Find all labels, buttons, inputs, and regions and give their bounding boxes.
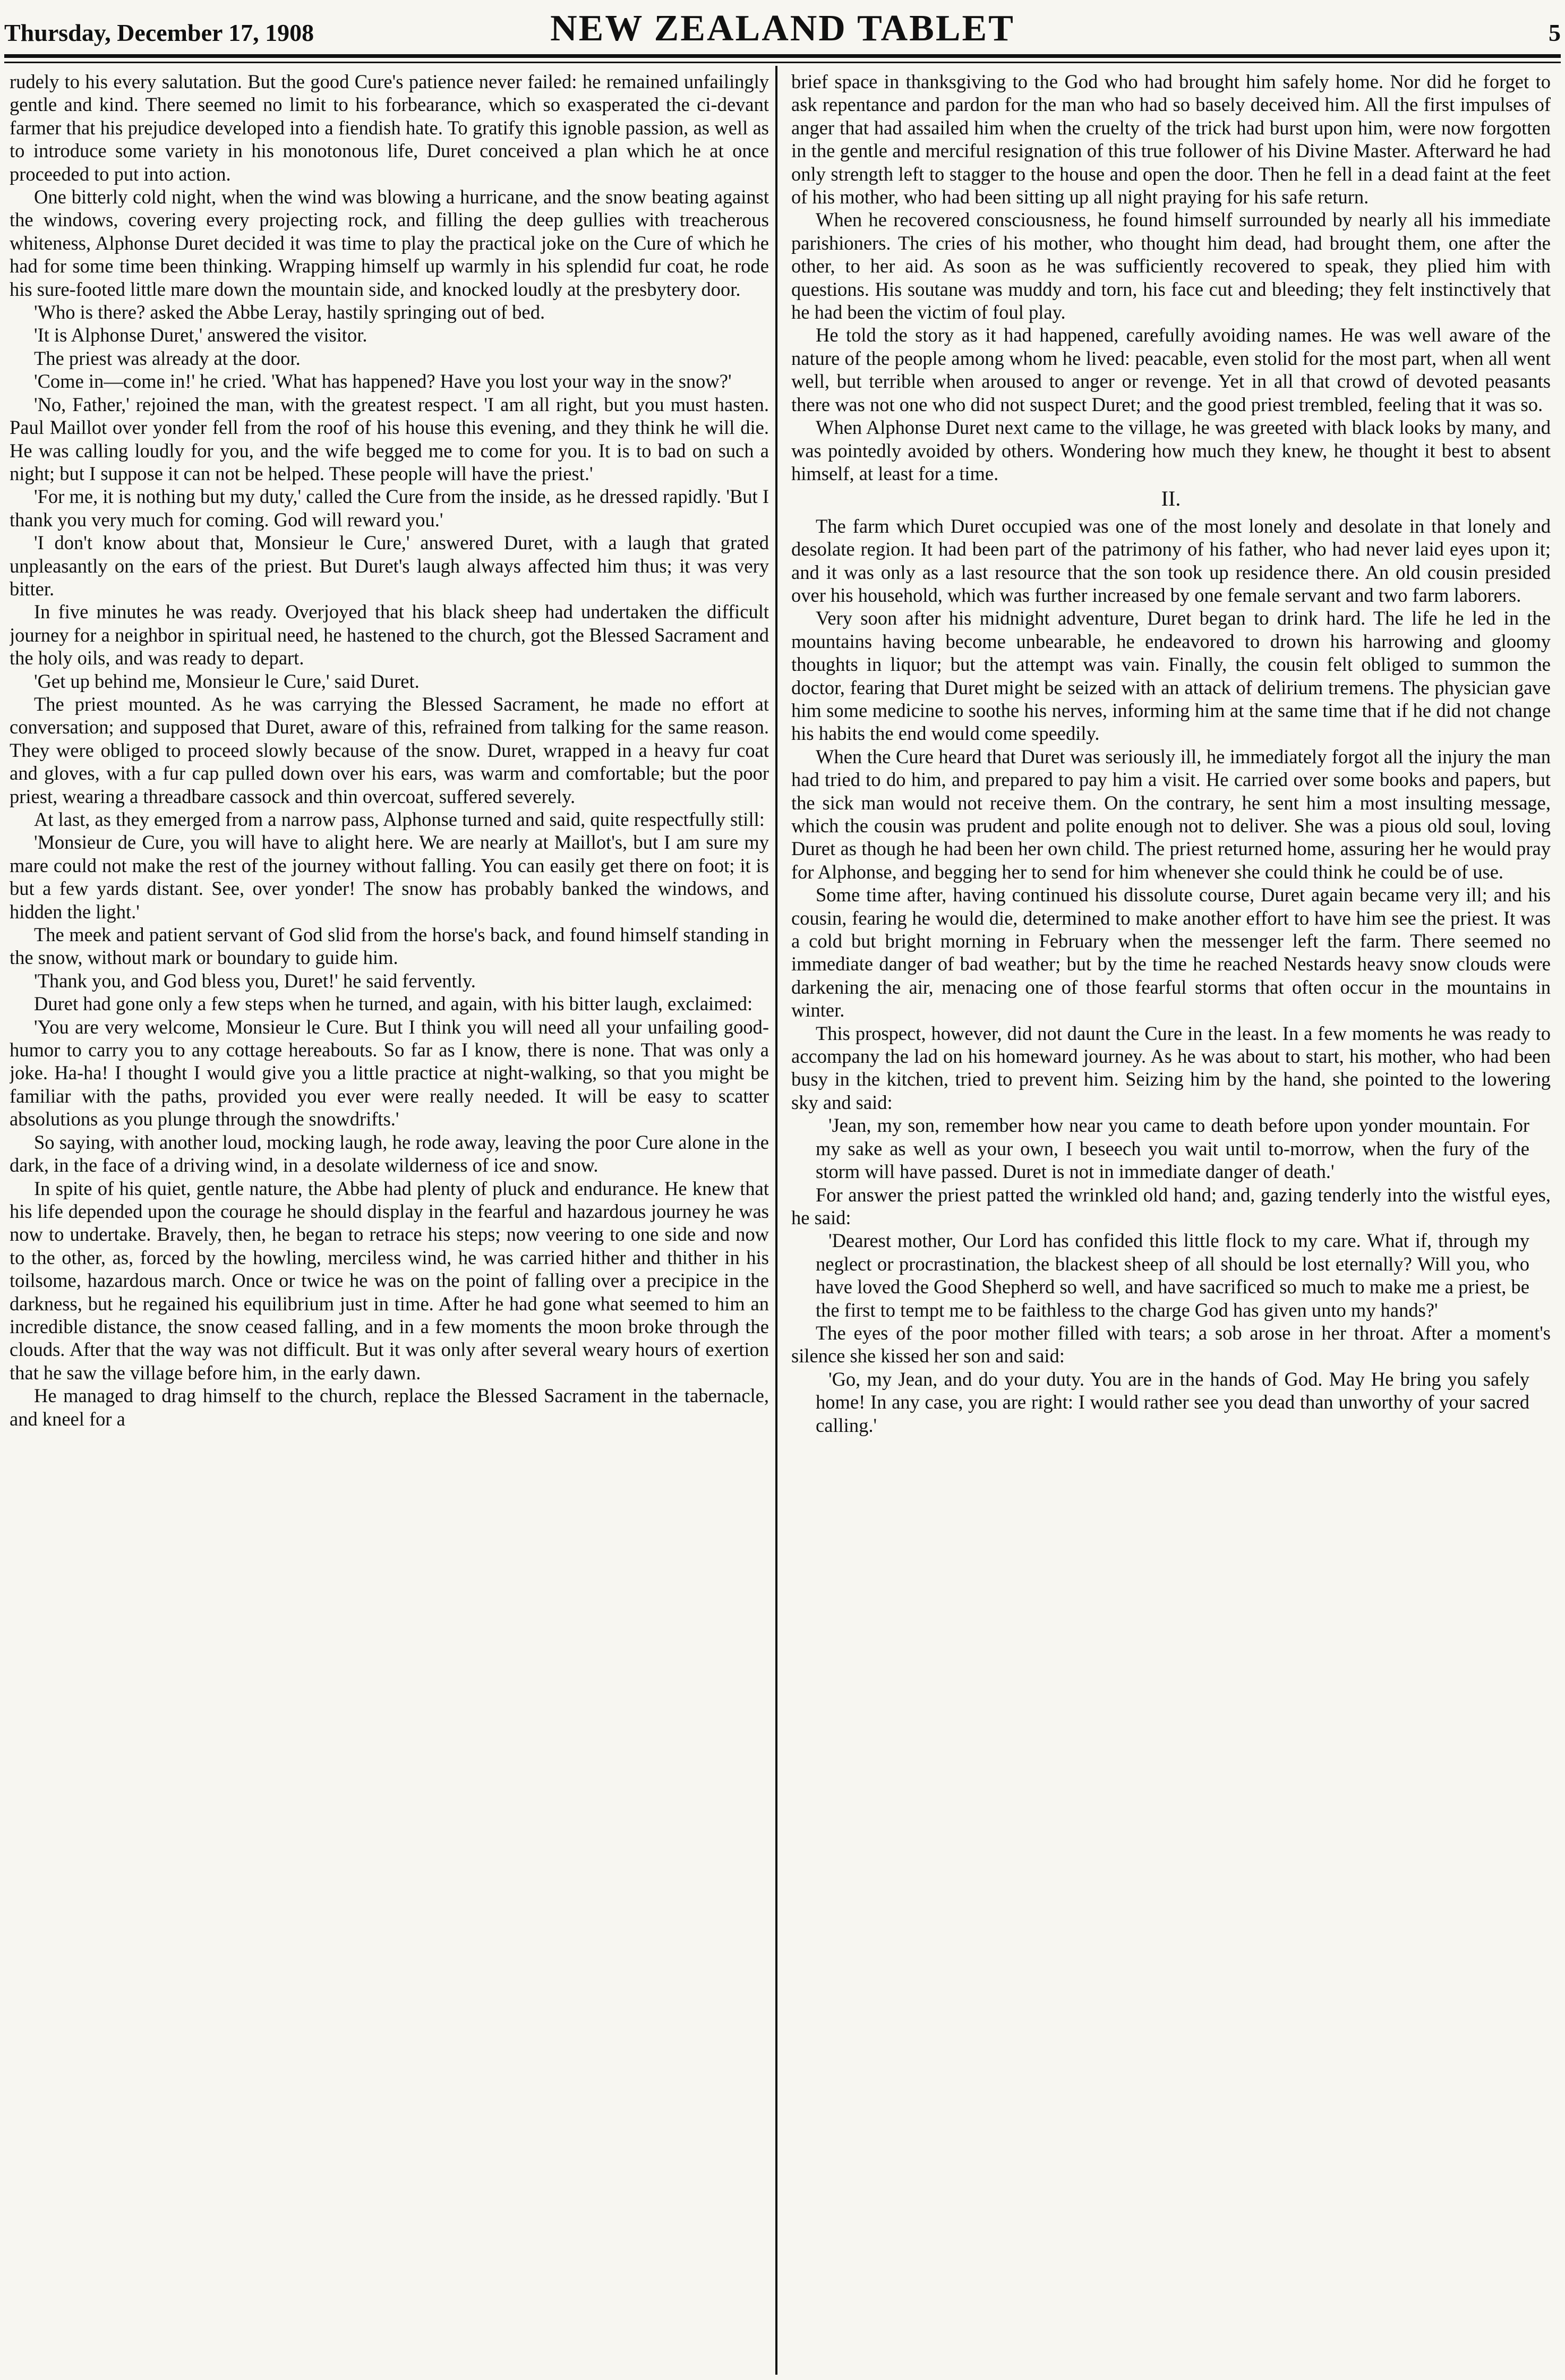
paragraph: 'Who is there? asked the Abbe Leray, hastily springing out of bed. (34, 301, 545, 323)
paragraph: He told the story as it had happened, carefully avoiding names. He was well aware of the nature of the people among whom he lived: peacable, even stolid for the most part, when all went well, but terrible when aroused to anger or revenge. Yet in all that crowd of devoted peasants there was not one who did not suspect Duret; and the good priest trembled, feeling that it was so. (791, 324, 1551, 415)
paragraph: Some time after, having continued his dissolute course, Duret again became very ill; and his cousin, fearing he would die, determined to make another effort to have him see the priest. It was a cold but bright morning in February when the messenger left the farm. There seemed no immediate danger of bad weather; but by the time he reached Nestards heavy snow clouds were darkening the air, menacing one of those fearful storms that often occur in the mountains in winter. (791, 884, 1551, 1021)
paragraph: In five minutes he was ready. Overjoyed that his black sheep had undertaken the difficult journey for a neighbor in spiritual need, he hastened to the church, got the Blessed Sacrament and the holy oils, and was ready to depart. (10, 601, 769, 669)
quote-paragraph: 'Go, my Jean, and do your duty. You are in the hands of God. May He bring you safely home! In any case, you are right: I would rather see you dead than unworthy of your sacred calling.' (816, 1368, 1529, 1436)
masthead (4, 3, 1561, 58)
paragraph: He managed to drag himself to the church, replace the Blessed Sacrament in the tabernacle, and kneel for a (10, 1385, 769, 1430)
right-column (791, 70, 1551, 2377)
paragraph: 'Monsieur de Cure, you will have to alight here. We are nearly at Maillot's, but I am sure my mare could not make the rest of the journey without falling. You can easily get there on foot; it is but a few yards distant. See, over yonder! The snow has probably banked the windows, and hidden the light.' (10, 831, 769, 923)
issue-date: Thursday, December 17, 1908 (4, 19, 314, 46)
left-column (10, 70, 769, 2377)
paragraph: One bitterly cold night, when the wind was blowing a hurricane, and the snow beating against the windows, covering every projecting rock, and filling the deep gullies with treacherous whiteness, Alphonse Duret decided it was time to play the practical joke on the Cure of which he had for some time been thinking. Wrapping himself up warmly in his splendid fur coat, he rode his sure-footed little mare down the mountain side, and knocked loudly at the presbytery door. (10, 186, 769, 300)
paragraph: When Alphonse Duret next came to the village, he was greeted with black looks by many, and was pointedly avoided by others. Wondering how much they knew, he thought it best to absent himself, at least for a time. (791, 416, 1551, 484)
header-rule (4, 62, 1561, 63)
paragraph: For answer the priest patted the wrinkled old hand; and, gazing tenderly into the wistful eyes, he said: (791, 1183, 1551, 1229)
paragraph: In spite of his quiet, gentle nature, the Abbe had plenty of pluck and endurance. He knew that his life depended upon the courage he should display in the fearful and hazardous journey he was now to undertake. Bravely, then, he began to retrace his steps; now veering to one side and now to the other, as, forced by the howling, merciless wind, he was carried hither and thither in his toilsome, hazardous march. Once or twice he was on the point of falling over a precipice in the darkness, but he regained his equilibrium just in time. After he had gone what seemed to him an incredible distance, the snow ceased falling, and in a few moments the moon broke through the clouds. After that the way was not difficult. But it was only after several weary hours of exertion that he saw the village before him, in the early dawn. (10, 1177, 769, 1384)
paragraph: This prospect, however, did not daunt the Cure in the least. In a few moments he was ready to accompany the lad on his homeward journey. As he was about to start, his mother, who had been busy in the kitchen, tried to prevent him. Seizing him by the hand, she pointed to the lowering sky and said: (791, 1022, 1551, 1113)
paragraph: Duret had gone only a few steps when he turned, and again, with his bitter laugh, exclaimed: (34, 993, 753, 1015)
paragraph: The priest was already at the door. (34, 347, 301, 369)
section-heading: II. (1161, 487, 1181, 511)
paragraph: rudely to his every salutation. But the good Cure's patience never failed: he remained unfailingly gentle and kind. There seemed no limit to his forbearance, which so exasperated the ci-devant farmer that his prejudice developed into a fiendish hate. To gratify this ignoble passion, as well as to introduce some variety in his monotonous life, Duret conceived a plan which he at once proceeded to put into action. (10, 71, 769, 185)
paragraph: 'It is Alphonse Duret,' answered the visitor. (34, 324, 367, 346)
paragraph: When the Cure heard that Duret was seriously ill, he immediately forgot all the injury the man had tried to do him, and prepared to pay him a visit. He carried over some books and papers, but the sick man would not receive them. On the contrary, he sent him a most insulting message, which the cousin was prudent and polite enough not to deliver. She was a pious old soul, loving Duret as though he had been her own child. The priest returned home, assuring her he would pray for Alphonse, and begging her to send for him whenever she could think he could be of use. (791, 745, 1551, 883)
paragraph: 'Come in—come in!' he cried. 'What has happened? Have you lost your way in the snow?' (34, 370, 732, 393)
paragraph: The eyes of the poor mother filled with tears; a sob arose in her throat. After a moment's silence she kissed her son and said: (791, 1321, 1551, 1367)
paragraph: Very soon after his midnight adventure, Duret began to drink hard. The life he led in the mountains having become unbearable, he endeavored to drown his harrowing and gloomy thoughts in liquor; but the attempt was vain. Finally, the cousin felt obliged to summon the doctor, fearing that Duret might be seized with an attack of delirium tremens. The physician gave him some medicine to soothe his nerves, informing him at the same time that if he did not change his habits the end would come speedily. (791, 607, 1551, 745)
quote-paragraph: 'Dearest mother, Our Lord has confided this little flock to my care. What if, through my neglect or procrastination, the blackest sheep of all should be lost eternally? Will you, who have loved the Good Shepherd so well, and have sacrificed so much to make me a priest, be the first to tempt me to be faithless to the charge God has given unto my hands?' (816, 1230, 1529, 1321)
paragraph: When he recovered consciousness, he found himself surrounded by nearly all his immediate parishioners. The cries of his mother, who thought him dead, had brought them, one after the other, to her aid. As soon as he was sufficiently recovered to speak, they plied him with questions. His soutane was muddy and torn, his face cut and bleeding; they felt instinctively that he had been the victim of foul play. (791, 209, 1551, 323)
paragraph: 'I don't know about that, Monsieur le Cure,' answered Duret, with a laugh that grated unpleasantly on the ears of the priest. But Duret's laugh always affected him thus; it was very bitter. (10, 532, 769, 600)
paragraph: So saying, with another loud, mocking laugh, he rode away, leaving the poor Cure alone in the dark, in the face of a driving wind, in a desolate wilderness of ice and snow. (10, 1131, 769, 1176)
paragraph: The meek and patient servant of God slid from the horse's back, and found himself standing in the snow, without mark or boundary to guide him. (10, 924, 769, 969)
paragraph: brief space in thanksgiving to the God who had brought him safely home. Nor did he forget to ask repentance and pardon for the man who had so basely deceived him. All the first impulses of anger that had assailed him when the cruelty of the trick had burst upon him, were now forgotten in the gentle and merciful resignation of this true follower of his Divine Master. Afterward he had only strength left to stagger to the house and open the door. Then he fell in a dead faint at the feet of his mother, who had been sitting up all night praying for his safe return. (791, 71, 1551, 208)
paragraph: At last, as they emerged from a narrow pass, Alphonse turned and said, quite respectfully still: (34, 808, 765, 830)
paragraph: The farm which Duret occupied was one of the most lonely and desolate in that lonely and desolate region. It had been part of the patrimony of his father, who had never laid eyes upon it; and it was only as a last resource that the son took up residence there. An old cousin presided over his household, which was further increased by one female servant and two farm laborers. (791, 515, 1551, 606)
paragraph: 'You are very welcome, Monsieur le Cure. But I think you will need all your unfailing good-humor to carry you to any cottage hereabouts. So far as I know, there is none. That was only a joke. Ha-ha! I thought I would give you a little practice at night-walking, so that you might be familiar with the paths, provided you ever were really needed. It will be easy to scatter absolutions as you plunge through the snowdrifts.' (10, 1016, 769, 1130)
page-number: 5 (1549, 19, 1561, 46)
paragraph: 'For me, it is nothing but my duty,' called the Cure from the inside, as he dressed rapidly. 'But I thank you very much for coming. God will reward you.' (10, 485, 769, 531)
quote-paragraph: 'Jean, my son, remember how near you came to death before upon yonder mountain. For my sake as well as your own, I beseech you wait until to-morrow, when the fury of the storm will have passed. Duret is not in immediate danger of death.' (816, 1114, 1529, 1183)
column-divider (775, 66, 777, 2375)
newspaper-title: NEW ZEALAND TABLET (550, 8, 1015, 49)
paragraph: 'Get up behind me, Monsieur le Cure,' said Duret. (34, 670, 420, 692)
paragraph: 'Thank you, and God bless you, Duret!' he said fervently. (34, 969, 476, 992)
paragraph: The priest mounted. As he was carrying the Blessed Sacrament, he made no effort at conversation; and supposed that Duret, aware of this, refrained from talking for the same reason. They were obliged to proceed slowly because of the snow. Duret, wrapped in a heavy fur coat and gloves, with a fur cap pulled down over his ears, was warm and comfortable; but the poor priest, wearing a threadbare cassock and thin overcoat, suffered severely. (10, 693, 769, 807)
paragraph: 'No, Father,' rejoined the man, with the greatest respect. 'I am all right, but you must hasten. Paul Maillot over yonder fell from the roof of his house this evening, and they think he will die. He was calling loudly for you, and the wife begged me to come for you. It is to bad on such a night; but I suppose it can not be helped. These people will have the priest.' (10, 393, 769, 484)
